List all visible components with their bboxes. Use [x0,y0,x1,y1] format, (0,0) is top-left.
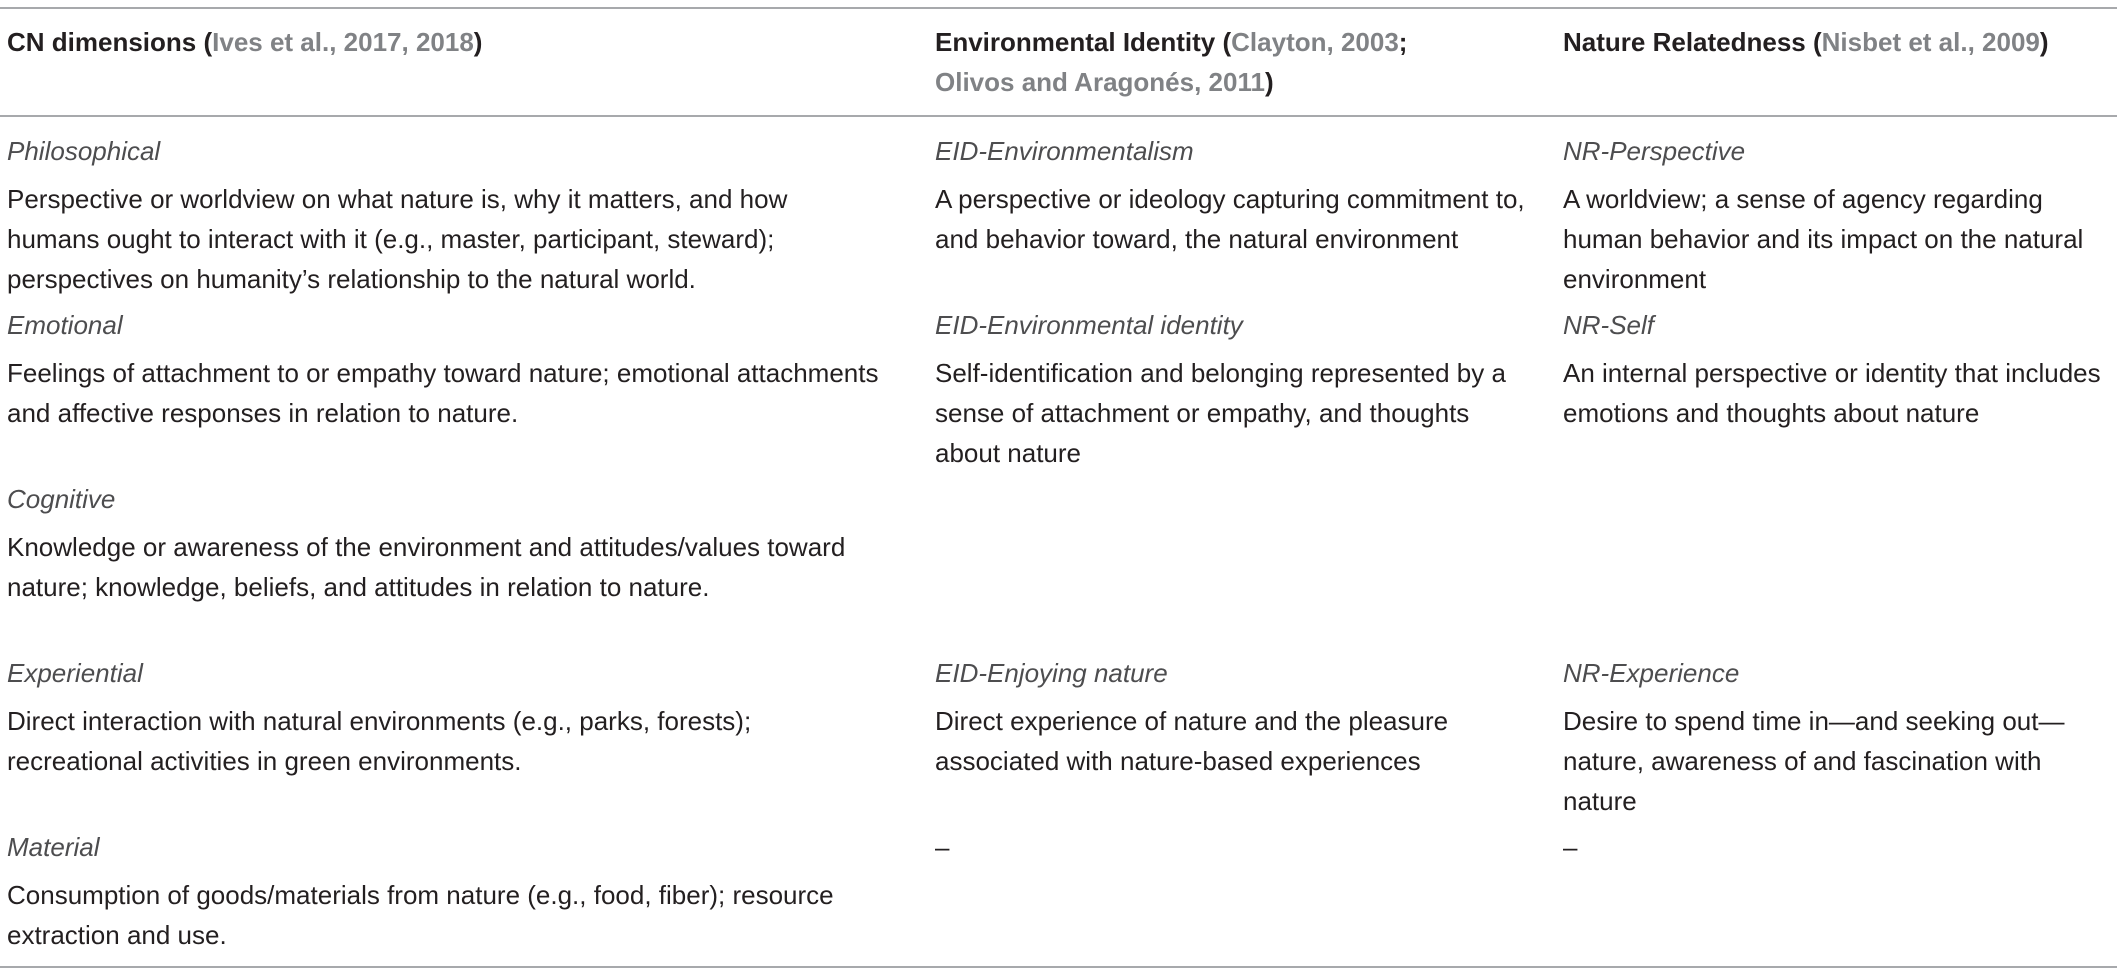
dimension-title: EID-Enjoying nature [935,658,1168,688]
empty-dash: – [935,832,950,862]
dimension-description: Direct interaction with natural environments (e.g., parks, forests); recreational activities in green environments. [7,706,752,776]
column-header-environmental-identity: Environmental Identity (Clayton, 2003; Olivos and Aragonés, 2011) [935,27,1408,97]
column-header-cn-dimensions: CN dimensions (Ives et al., 2017, 2018) [7,27,483,57]
empty-dash: – [1563,832,1578,862]
dimension-title: EID-Environmentalism [935,136,1194,166]
dimension-description: Perspective or worldview on what nature is, why it matters, and how humans ought to interact with it (e.g., master, participant, steward); perspectives on humanity’s relationship to the natural world. [7,184,788,294]
table-cell-nr-self [1563,305,2113,433]
dimension-description: Feelings of attachment to or empathy toward nature; emotional attachments and affective responses in relation to nature. [7,358,879,428]
table-header-rule [0,115,2117,117]
table-cell-cn-philosophical [7,131,887,299]
citation-link[interactable]: Ives et al., 2017, 2018 [212,27,474,57]
table-cell-eid-environmentalism [935,131,1535,259]
dimension-title: Emotional [7,310,123,340]
dimension-title: Experiential [7,658,143,688]
dimension-description: A perspective or ideology capturing commitment to, and behavior toward, the natural environment [935,184,1525,254]
table-cell-nr-empty [1563,827,2113,867]
dimension-title: NR-Self [1563,310,1655,340]
dimension-description: Knowledge or awareness of the environment and attitudes/values toward nature; knowledge, beliefs, and attitudes in relation to nature. [7,532,846,602]
dimension-description: Consumption of goods/materials from nature (e.g., food, fiber); resource extraction and use. [7,880,834,950]
dimension-title: NR-Perspective [1563,136,1746,166]
dimension-description: Self-identification and belonging represented by a sense of attachment or empathy, and thoughts about nature [935,358,1506,468]
table-cell-eid-environmental-identity [935,305,1535,473]
dimension-title: Philosophical [7,136,161,166]
table-cell-eid-empty [935,827,1535,867]
dimension-description: A worldview; a sense of agency regarding human behavior and its impact on the natural environment [1563,184,2084,294]
dimension-description: Direct experience of nature and the pleasure associated with nature-based experiences [935,706,1449,776]
table-top-rule [0,7,2117,9]
dimension-description: Desire to spend time in—and seeking out—nature, awareness of and fascination with nature [1563,706,2065,816]
header-title: Nature Relatedness [1563,27,1806,57]
citation-link[interactable]: Nisbet et al., 2009 [1821,27,2040,57]
dimension-title: Material [7,832,100,862]
table-cell-cn-material [7,827,887,955]
table-cell-cn-emotional [7,305,887,433]
header-title: Environmental Identity [935,27,1216,57]
table-cell-cn-experiential [7,653,887,781]
dimension-title: NR-Experience [1563,658,1740,688]
table-cell-cn-cognitive [7,479,887,607]
table-cell-nr-experience [1563,653,2113,821]
citation-link[interactable]: Olivos and Aragonés, 2011 [935,67,1265,97]
table-cell-nr-perspective [1563,131,2113,299]
citation-link[interactable]: Clayton, 2003 [1231,27,1399,57]
table-cell-eid-enjoying-nature [935,653,1535,781]
table-bottom-rule [0,966,2117,968]
dimension-description: An internal perspective or identity that includes emotions and thoughts about nature [1563,358,2101,428]
column-header-nature-relatedness: Nature Relatedness (Nisbet et al., 2009) [1563,27,2049,57]
dimension-title: Cognitive [7,484,116,514]
dimension-title: EID-Environmental identity [935,310,1243,340]
header-title: CN dimensions [7,27,197,57]
